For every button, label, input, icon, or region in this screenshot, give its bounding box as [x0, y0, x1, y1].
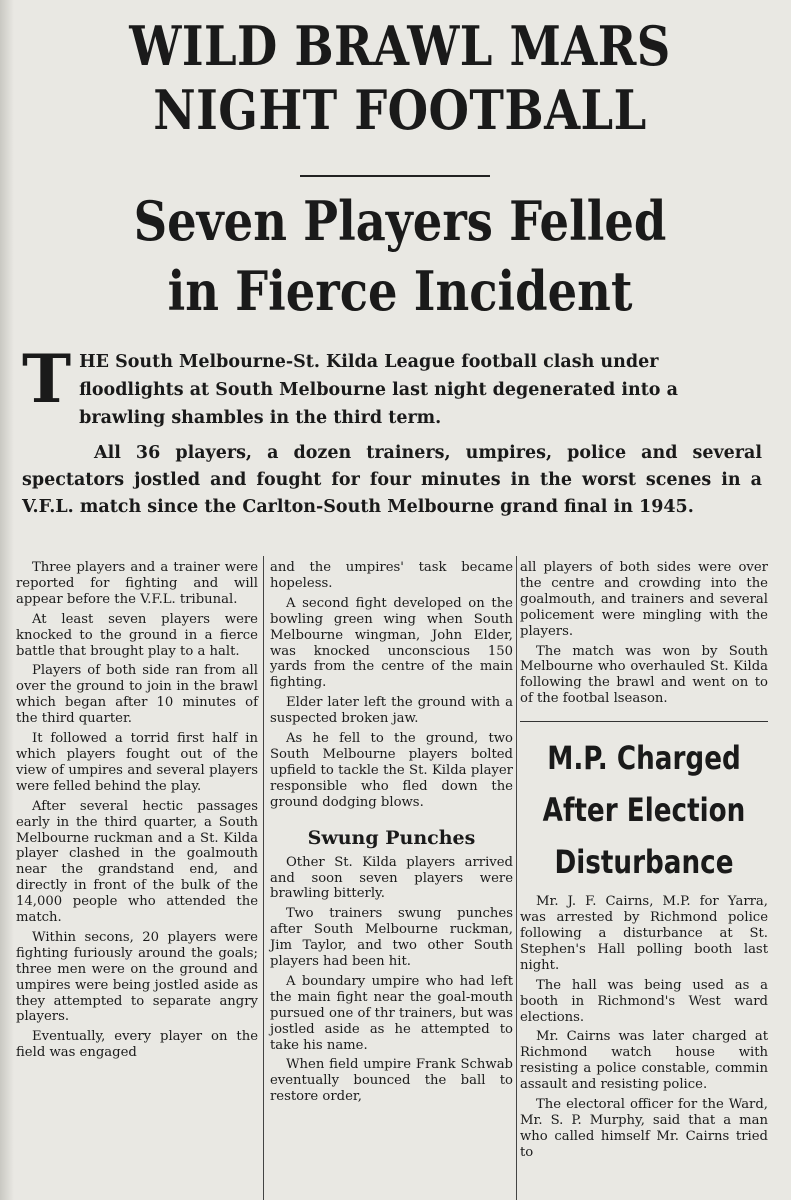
- column-rule-1: [263, 556, 264, 1200]
- body-paragraph: Within secons, 20 players were fighting furiously around the goals; three men were on the ground and umpires were being jostled aside as they attempted to separate angry players.: [16, 929, 258, 1025]
- body-paragraph: Three players and a trainer were reported for fighting and will appear before the V.F.L. tribunal.: [16, 560, 258, 607]
- second-headline-line-2: After Election: [542, 791, 746, 830]
- lead-text: HE South Melbourne-St. Kilda League football clash under floodlights at South Melbourne last night degenerated into a brawling shambles in the third term.: [79, 352, 678, 428]
- body-paragraph: Other St. Kilda players arrived and soon seven players were brawling bitterly.: [270, 854, 513, 902]
- sub-headline: [73, 186, 727, 326]
- body-paragraph: Eventually, every player on the field was engaged: [16, 1029, 258, 1061]
- article-column-2: [270, 560, 513, 1109]
- article-column-1: [16, 560, 258, 1065]
- body-paragraph: A second fight developed on the bowling green wing when South Melbourne wingman, John Elder, was knocked unconscious 150 yards from the centre of the main fighting.: [270, 595, 513, 691]
- main-headline: [73, 14, 727, 142]
- second-story-headline: [542, 732, 745, 888]
- article-column-3: [520, 560, 768, 1165]
- lead-paragraph-2: All 36 players, a dozen trainers, umpires, police and several spectators jostled and fought for four minutes in the worst scenes in a V.F.L. match since the Carlton-South Melbourne grand final in 1945.: [22, 443, 762, 517]
- second-headline-line-1: M.P. Charged: [547, 739, 741, 778]
- body-paragraph: A boundary umpire who had left the main fight near the goal-mouth pursued one of thr trainers, but was jostled aside as he attempted to take his name.: [270, 973, 513, 1053]
- body-paragraph: and the umpires' task became hopeless.: [270, 560, 513, 591]
- body-paragraph: The electoral officer for the Ward, Mr. S. P. Murphy, said that a man who called himself Mr. Cairns tried to: [520, 1097, 768, 1160]
- sub-headline-line-1: Seven Players Felled: [133, 189, 667, 253]
- lead-paragraph: [22, 340, 760, 432]
- body-paragraph: Players of both side ran from all over the ground to join in the brawl which began after 10 minutes of the third quarter.: [16, 663, 258, 727]
- body-paragraph: After several hectic passages early in the third quarter, a South Melbourne ruckman and a St. Kilda player clashed in the goalmouth near the grandstand end, and directly in front of the bulk of the 14,000 people who attended the match.: [16, 798, 258, 926]
- body-paragraph: When field umpire Frank Schwab eventually bounced the ball to restore order,: [270, 1057, 513, 1105]
- section-subhead: Swung Punches: [307, 826, 476, 849]
- main-headline-line-1: WILD BRAWL MARS: [129, 14, 671, 78]
- column-rule-2: [516, 556, 517, 1200]
- body-paragraph: The hall was being used as a booth in Richmond's West ward elections.: [520, 977, 768, 1025]
- story-divider: [520, 721, 768, 722]
- body-paragraph: Mr. J. F. Cairns, M.P. for Yarra, was arrested by Richmond police following a disturbance at St. Stephen's Hall polling booth last night.: [520, 894, 768, 973]
- second-headline-line-3: Disturbance: [554, 843, 734, 882]
- drop-cap: T: [22, 340, 72, 418]
- body-paragraph: As he fell to the ground, two South Melbourne players bolted upfield to tackle the St. Kilda player responsible who fled down the ground dodging blows.: [270, 731, 513, 810]
- body-paragraph: The match was won by South Melbourne who overhauled St. Kilda following the brawl and went on to of the footbal lseason.: [520, 643, 768, 707]
- body-paragraph: It followed a torrid first half in which players fought out of the view of umpires and several players were felled behind the play.: [16, 731, 258, 794]
- main-headline-line-2: NIGHT FOOTBALL: [153, 78, 647, 142]
- body-paragraph: Elder later left the ground with a suspected broken jaw.: [270, 695, 513, 727]
- sub-headline-line-2: in Fierce Incident: [167, 259, 633, 323]
- body-paragraph: all players of both sides were over the centre and crowding into the goalmouth, and trainers and several policement were mingling with the players.: [520, 560, 768, 639]
- body-paragraph: Two trainers swung punches after South Melbourne ruckman, Jim Taylor, and two other South players had been hit.: [270, 906, 513, 970]
- body-paragraph: Mr. Cairns was later charged at Richmond watch house with resisting a police constable, commin assault and resisting police.: [520, 1029, 768, 1093]
- headline-divider: [300, 175, 490, 177]
- page-edge-shadow: [0, 0, 14, 1200]
- body-paragraph: At least seven players were knocked to the ground in a fierce battle that brought play to a halt.: [16, 611, 258, 659]
